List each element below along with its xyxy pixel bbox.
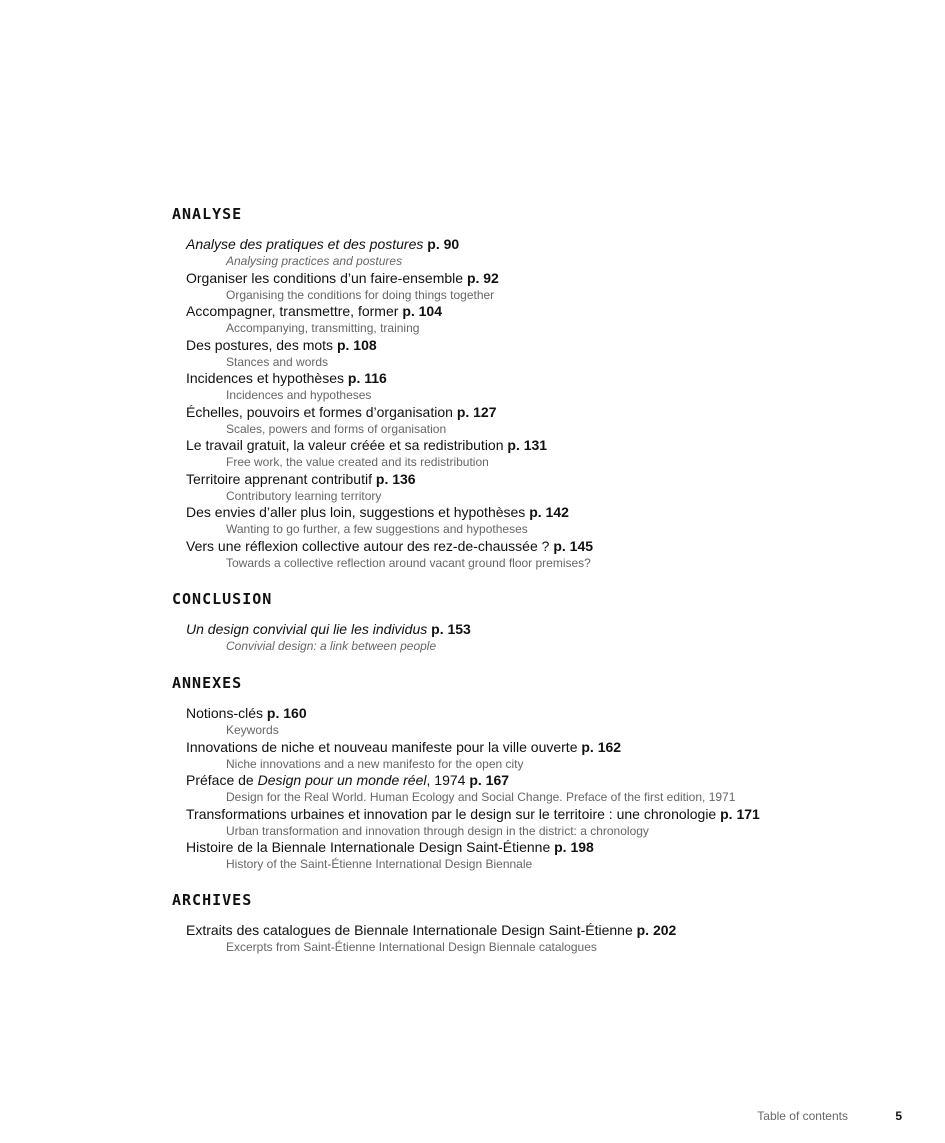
entry-page-number: p. 136 bbox=[375, 470, 416, 487]
toc-entry bbox=[186, 370, 872, 404]
section-title: CONCLUSION bbox=[172, 590, 273, 608]
entry-title-text: Des envies d’aller plus loin, suggestions et hypothèses bbox=[186, 504, 526, 520]
entry-title-text: Échelles, pouvoirs et formes d’organisation bbox=[186, 403, 453, 420]
page-number: 5 bbox=[895, 1109, 902, 1123]
section-analyse bbox=[172, 204, 872, 571]
entry-page-number: p. 171 bbox=[720, 805, 760, 822]
toc-entry bbox=[186, 337, 872, 371]
entry-title-italic: Design pour un monde réel bbox=[257, 772, 427, 788]
entry-title-text: Histoire de la Biennale Internationale Design Saint-Étienne bbox=[186, 839, 551, 855]
entry-title-text: , 1974 bbox=[426, 772, 466, 788]
section-title: ARCHIVES bbox=[172, 891, 253, 909]
entry-title-en: Convivial design: a link between people bbox=[226, 639, 437, 653]
entry-title-text: Des postures, des mots bbox=[186, 336, 334, 353]
entry-title-fr bbox=[186, 471, 872, 488]
entry-title-text: Un design convivial qui lie les individus bbox=[186, 621, 428, 637]
toc-entry bbox=[186, 922, 872, 956]
entry-title-text: Territoire apprenant contributif bbox=[186, 470, 372, 487]
entry-title-en: Urban transformation and innovation through design in the district: a chronology bbox=[226, 823, 649, 838]
entry-page-number: p. 160 bbox=[266, 705, 307, 721]
entry-list bbox=[186, 621, 872, 655]
entry-title-text: Accompagner, transmettre, former bbox=[186, 303, 399, 319]
entry-title-en: Towards a collective reflection around vacant ground floor premises? bbox=[226, 555, 591, 570]
toc-entry bbox=[186, 538, 872, 572]
entry-title-fr bbox=[186, 922, 872, 939]
entry-title-en: Wanting to go further, a few suggestions and hypotheses bbox=[226, 522, 528, 536]
toc-entry bbox=[186, 404, 872, 438]
entry-page-number: p. 116 bbox=[347, 370, 387, 386]
toc-entry bbox=[186, 270, 872, 304]
entry-title-text: Transformations urbaines et innovation par le design sur le territoire : une chronologie bbox=[186, 805, 717, 822]
entry-title-fr bbox=[186, 504, 872, 521]
entry-title-en: Keywords bbox=[226, 723, 279, 737]
entry-page-number: p. 142 bbox=[529, 504, 569, 520]
entry-page-number: p. 198 bbox=[554, 839, 594, 855]
entry-title-text: Extraits des catalogues de Biennale Internationale Design Saint-Étienne bbox=[186, 922, 633, 938]
entry-title-en: Organising the conditions for doing things together bbox=[226, 287, 495, 302]
entry-page-number: p. 127 bbox=[456, 403, 497, 420]
entry-title-fr bbox=[186, 839, 872, 856]
entry-page-number: p. 108 bbox=[336, 336, 377, 353]
entry-page-number: p. 90 bbox=[427, 236, 460, 252]
section-conclusion bbox=[172, 589, 872, 655]
entry-title-text: Innovations de niche et nouveau manifeste pour la ville ouverte bbox=[186, 738, 578, 755]
entry-title-fr bbox=[186, 337, 872, 354]
entry-list bbox=[186, 922, 872, 956]
entry-title-fr bbox=[186, 404, 872, 421]
entry-title-text: Analyse des pratiques et des postures bbox=[186, 236, 424, 252]
entry-title-text: Organiser les conditions d’un faire-ensemble bbox=[186, 269, 464, 286]
entry-list bbox=[186, 705, 872, 873]
entry-title-fr bbox=[186, 772, 872, 789]
entry-title-en: Scales, powers and forms of organisation bbox=[226, 421, 447, 436]
entry-page-number: p. 162 bbox=[581, 738, 622, 755]
toc-entry bbox=[186, 772, 872, 806]
entry-page-number: p. 131 bbox=[507, 437, 548, 453]
entry-title-fr bbox=[186, 621, 872, 638]
entry-title-en: Stances and words bbox=[226, 354, 329, 369]
toc-entry bbox=[186, 806, 872, 840]
entry-title-fr bbox=[186, 437, 872, 454]
toc-entry bbox=[186, 504, 872, 538]
entry-title-en: Free work, the value created and its redistribution bbox=[226, 455, 489, 469]
entry-page-number: p. 202 bbox=[636, 922, 677, 938]
entry-title-text: Incidences et hypothèses bbox=[186, 370, 344, 386]
entry-title-en: Contributory learning territory bbox=[226, 488, 382, 503]
entry-page-number: p. 92 bbox=[466, 269, 499, 286]
entry-title-en: Excerpts from Saint-Étienne International Design Biennale catalogues bbox=[226, 940, 597, 954]
section-annexes bbox=[172, 673, 872, 873]
footer-label: Table of contents bbox=[757, 1109, 848, 1123]
entry-title-prefix: Préface de bbox=[186, 772, 258, 788]
entry-title-fr bbox=[186, 739, 872, 756]
entry-title-en: Incidences and hypotheses bbox=[226, 388, 372, 402]
toc-entry bbox=[186, 739, 872, 773]
entry-page-number: p. 145 bbox=[553, 537, 594, 554]
section-archives bbox=[172, 890, 872, 956]
entry-title-text: Notions-clés bbox=[186, 705, 264, 721]
entry-title-fr bbox=[186, 370, 872, 387]
toc-entry bbox=[186, 236, 872, 270]
entry-title-en: Accompanying, transmitting, training bbox=[226, 321, 420, 335]
entry-title-en: Design for the Real World. Human Ecology and Social Change. Preface of the first edition, 1971 bbox=[226, 790, 736, 804]
toc-entry bbox=[186, 705, 872, 739]
toc-entry bbox=[186, 839, 872, 873]
toc-entry bbox=[186, 303, 872, 337]
entry-page-number: p. 104 bbox=[402, 303, 443, 319]
entry-page-number: p. 167 bbox=[469, 772, 510, 788]
entry-title-fr bbox=[186, 538, 872, 555]
section-title: ANALYSE bbox=[172, 205, 243, 223]
entry-list bbox=[186, 236, 872, 571]
entry-title-fr bbox=[186, 270, 872, 287]
entry-title-text: Le travail gratuit, la valeur créée et sa redistribution bbox=[186, 437, 504, 453]
entry-title-fr bbox=[186, 303, 872, 320]
toc-entry bbox=[186, 621, 872, 655]
entry-title-fr bbox=[186, 236, 872, 253]
entry-title-text: Vers une réflexion collective autour des rez-de-chaussée ? bbox=[186, 537, 550, 554]
entry-title-en: Analysing practices and postures bbox=[226, 254, 403, 268]
entry-title-fr bbox=[186, 806, 872, 823]
section-title: ANNEXES bbox=[172, 674, 243, 692]
entry-page-number: p. 153 bbox=[431, 621, 471, 637]
entry-title-en: Niche innovations and a new manifesto for the open city bbox=[226, 756, 524, 771]
toc-entry bbox=[186, 471, 872, 505]
entry-title-en: History of the Saint-Étienne International Design Biennale bbox=[226, 857, 533, 871]
entry-title-fr bbox=[186, 705, 872, 722]
toc-entry bbox=[186, 437, 872, 471]
